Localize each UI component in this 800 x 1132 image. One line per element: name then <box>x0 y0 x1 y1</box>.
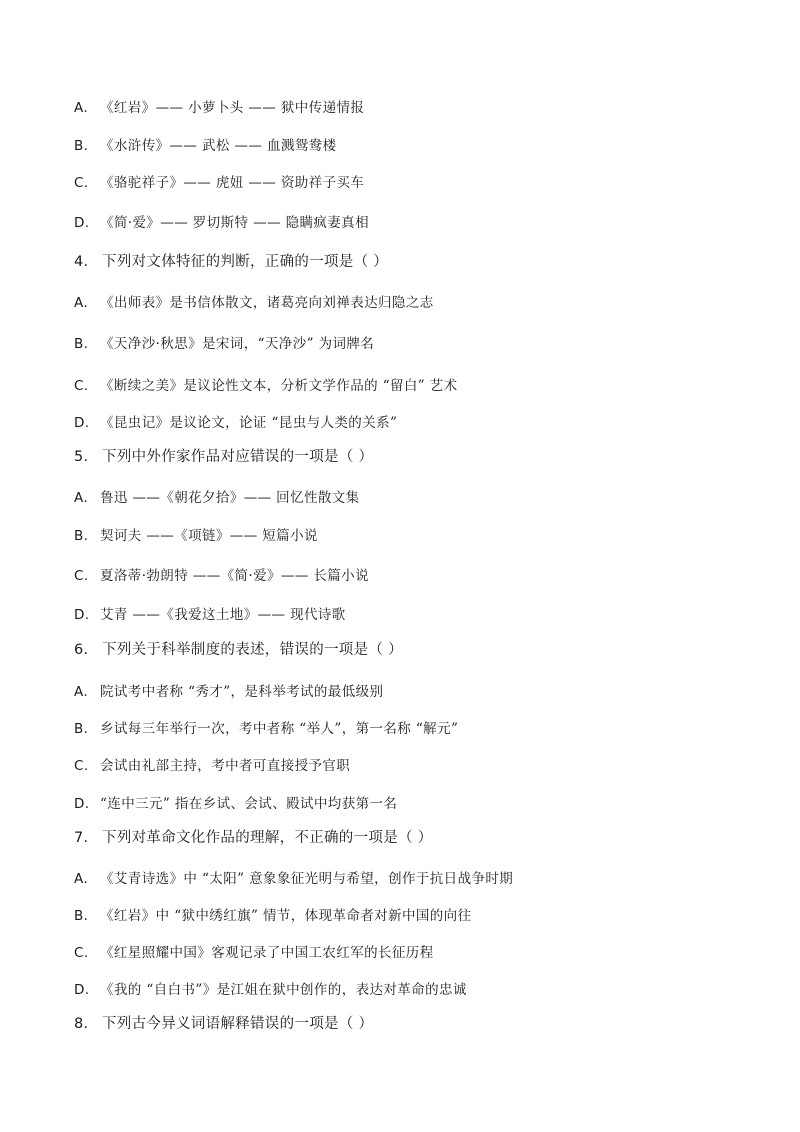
q6-option-b <box>74 717 458 737</box>
option-letter: D. <box>74 215 90 231</box>
option-text: 《昆虫记》是议论文，论证 “昆虫与人类的关系” <box>100 415 398 431</box>
option-letter: B. <box>74 908 89 924</box>
option-letter: D. <box>74 982 90 998</box>
option-letter: D. <box>74 415 90 431</box>
question-5-stem <box>74 445 373 466</box>
question-number: 4. <box>74 254 89 270</box>
q5-option-b <box>74 524 318 544</box>
q5-option-c <box>74 564 369 584</box>
q7-option-b <box>74 904 472 924</box>
question-text: 下列古今异义词语解释错误的一项是（ ） <box>102 1016 374 1032</box>
q3-option-b <box>74 134 336 154</box>
option-text: 《骆驼祥子》—— 虎妞 —— 资助祥子买车 <box>100 175 365 191</box>
option-letter: D. <box>74 796 90 812</box>
option-text: 《简·爱》—— 罗切斯特 —— 隐瞒疯妻真相 <box>100 215 369 231</box>
question-text: 下列对文体特征的判断，正确的一项是（ ） <box>102 254 389 270</box>
question-8-stem <box>74 1012 373 1033</box>
q3-option-a <box>74 96 364 116</box>
option-text: 乡试每三年举行一次，考中者称 “举人”，第一名称 “解元” <box>100 721 459 737</box>
q7-option-d <box>74 978 467 998</box>
option-letter: B. <box>74 721 89 737</box>
question-number: 5. <box>74 449 89 465</box>
option-letter: C. <box>74 758 89 774</box>
option-letter: D. <box>74 607 90 623</box>
option-text: 《出师表》是书信体散文，诸葛亮向刘禅表达归隐之志 <box>100 295 434 311</box>
q6-option-a <box>74 680 383 700</box>
q4-option-b <box>74 332 374 352</box>
question-text: 下列关于科举制度的表述，错误的一项是（ ） <box>102 642 403 658</box>
option-text: 《红岩》—— 小萝卜头 —— 狱中传递情报 <box>100 100 365 116</box>
question-text: 下列对革命文化作品的理解，不正确的一项是（ ） <box>102 830 433 846</box>
option-letter: A. <box>74 490 89 506</box>
q5-option-d <box>74 603 346 623</box>
option-text: 夏洛蒂·勃朗特 ——《简·爱》—— 长篇小说 <box>100 568 369 584</box>
option-text: “连中三元” 指在乡试、会试、殿试中均获第一名 <box>100 796 398 812</box>
option-text: 契诃夫 ——《项链》—— 短篇小说 <box>100 528 318 544</box>
option-letter: B. <box>74 336 89 352</box>
option-letter: A. <box>74 100 89 116</box>
question-text: 下列中外作家作品对应错误的一项是（ ） <box>102 449 374 465</box>
option-letter: C. <box>74 378 89 394</box>
option-text: 《红星照耀中国》客观记录了中国工农红军的长征历程 <box>100 945 434 961</box>
option-letter: B. <box>74 138 89 154</box>
option-text: 《红岩》中 “狱中绣红旗” 情节，体现革命者对新中国的向往 <box>100 908 472 924</box>
option-text: 鲁迅 ——《朝花夕拾》—— 回忆性散文集 <box>100 490 360 506</box>
option-letter: A. <box>74 684 89 700</box>
option-text: 《天净沙·秋思》是宋词，“天净沙” 为词牌名 <box>100 336 375 352</box>
option-text: 艾青 ——《我爱这土地》—— 现代诗歌 <box>100 607 346 623</box>
q7-option-c <box>74 941 434 961</box>
question-6-stem <box>74 638 403 659</box>
question-4-stem <box>74 250 388 271</box>
option-letter: C. <box>74 945 89 961</box>
option-text: 《我的 “自白书”》是江姐在狱中创作的，表达对革命的忠诚 <box>100 982 467 998</box>
q3-option-d <box>74 211 369 231</box>
option-letter: C. <box>74 175 89 191</box>
q3-option-c <box>74 171 364 191</box>
question-number: 7. <box>74 830 89 846</box>
question-7-stem <box>74 826 433 847</box>
q4-option-c <box>74 374 458 394</box>
option-letter: C. <box>74 568 89 584</box>
q6-option-d <box>74 792 397 812</box>
question-number: 6. <box>74 642 89 658</box>
q4-option-a <box>74 291 434 311</box>
option-text: 院试考中者称 “秀才”，是科举考试的最低级别 <box>100 684 384 700</box>
option-text: 《断续之美》是议论性文本，分析文学作品的 “留白” 艺术 <box>100 378 458 394</box>
option-letter: A. <box>74 295 89 311</box>
q5-option-a <box>74 486 360 506</box>
q6-option-c <box>74 754 350 774</box>
option-text: 《艾青诗选》中 “太阳” 意象象征光明与希望，创作于抗日战争时期 <box>100 871 514 887</box>
q4-option-d <box>74 411 397 431</box>
option-text: 《水浒传》—— 武松 —— 血溅鸳鸯楼 <box>100 138 337 154</box>
q7-option-a <box>74 867 513 887</box>
question-number: 8. <box>74 1016 89 1032</box>
option-letter: A. <box>74 871 89 887</box>
option-text: 会试由礼部主持，考中者可直接授予官职 <box>100 758 351 774</box>
option-letter: B. <box>74 528 89 544</box>
